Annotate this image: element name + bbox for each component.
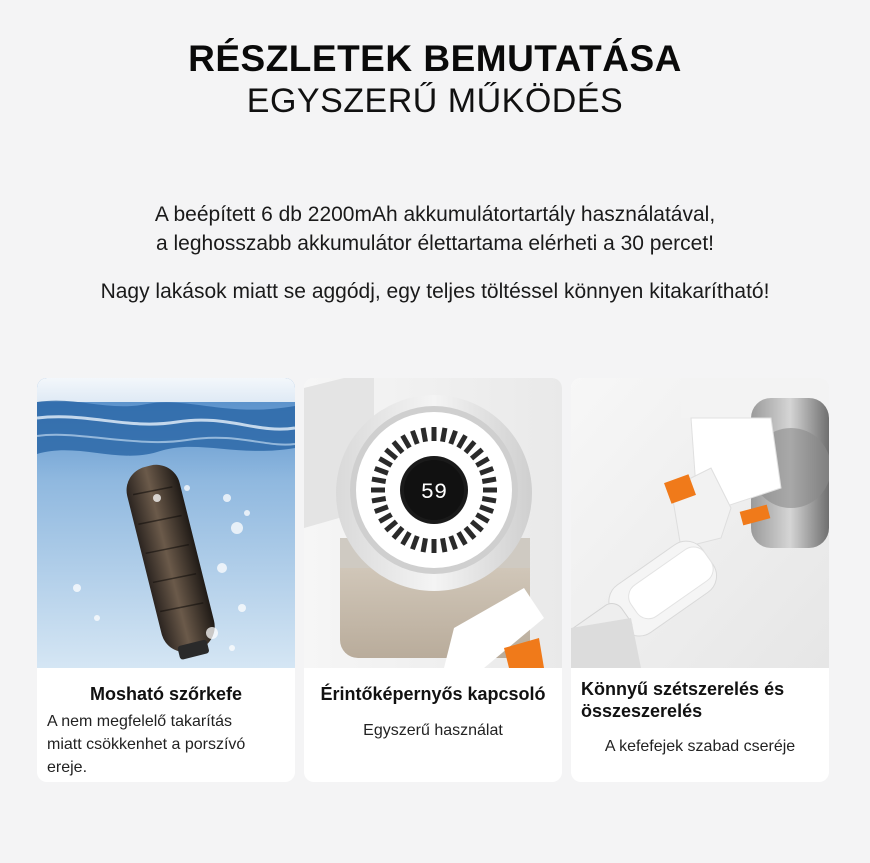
display-value: 59 xyxy=(420,480,448,505)
display-ring-tick xyxy=(371,488,385,493)
feature-card-touch-switch xyxy=(304,378,562,782)
display-ring-tick xyxy=(432,427,437,441)
card-text-line: ereje. xyxy=(47,759,88,776)
intro-line-3: Nagy lakások miatt se aggódj, egy teljes töltéssel könnyen kitakarítható! xyxy=(100,280,770,303)
page-subtitle: EGYSZERŰ MŰKÖDÉS xyxy=(246,82,624,120)
card-text-line: miatt csökkenhet a porszívó xyxy=(47,736,246,753)
card-text-line: A nem megfelelő takarítás xyxy=(47,713,232,730)
card-title-touch-switch: Érintőképernyős kapcsoló xyxy=(320,684,546,704)
intro-line-2: a leghosszabb akkumulátor élettartama elérheti a 30 percet! xyxy=(156,232,714,255)
card-title-easy-assembly-line-2: összeszerelés xyxy=(581,701,703,721)
card-title-washable-brush: Mosható szőrkefe xyxy=(89,684,243,704)
detachable-connector-image xyxy=(571,378,829,668)
roller-brush-in-water-image xyxy=(37,378,295,668)
card-title-easy-assembly-line-1: Könnyű szétszerelés és xyxy=(581,679,785,699)
touch-display-vacuum-image xyxy=(304,378,562,668)
page-title: RÉSZLETEK BEMUTATÁSA xyxy=(188,38,682,79)
intro-line-1: A beépített 6 db 2200mAh akkumulátortartály használatával, xyxy=(154,203,716,226)
display-ring-tick xyxy=(432,539,437,553)
feature-card-washable-brush xyxy=(37,378,295,782)
card-text-line: A kefefejek szabad cseréje xyxy=(604,738,796,755)
display-ring-tick xyxy=(483,488,497,493)
intro-paragraph xyxy=(0,200,870,258)
feature-card-easy-assembly xyxy=(571,378,829,782)
card-text-line: Egyszerű használat xyxy=(363,722,503,739)
